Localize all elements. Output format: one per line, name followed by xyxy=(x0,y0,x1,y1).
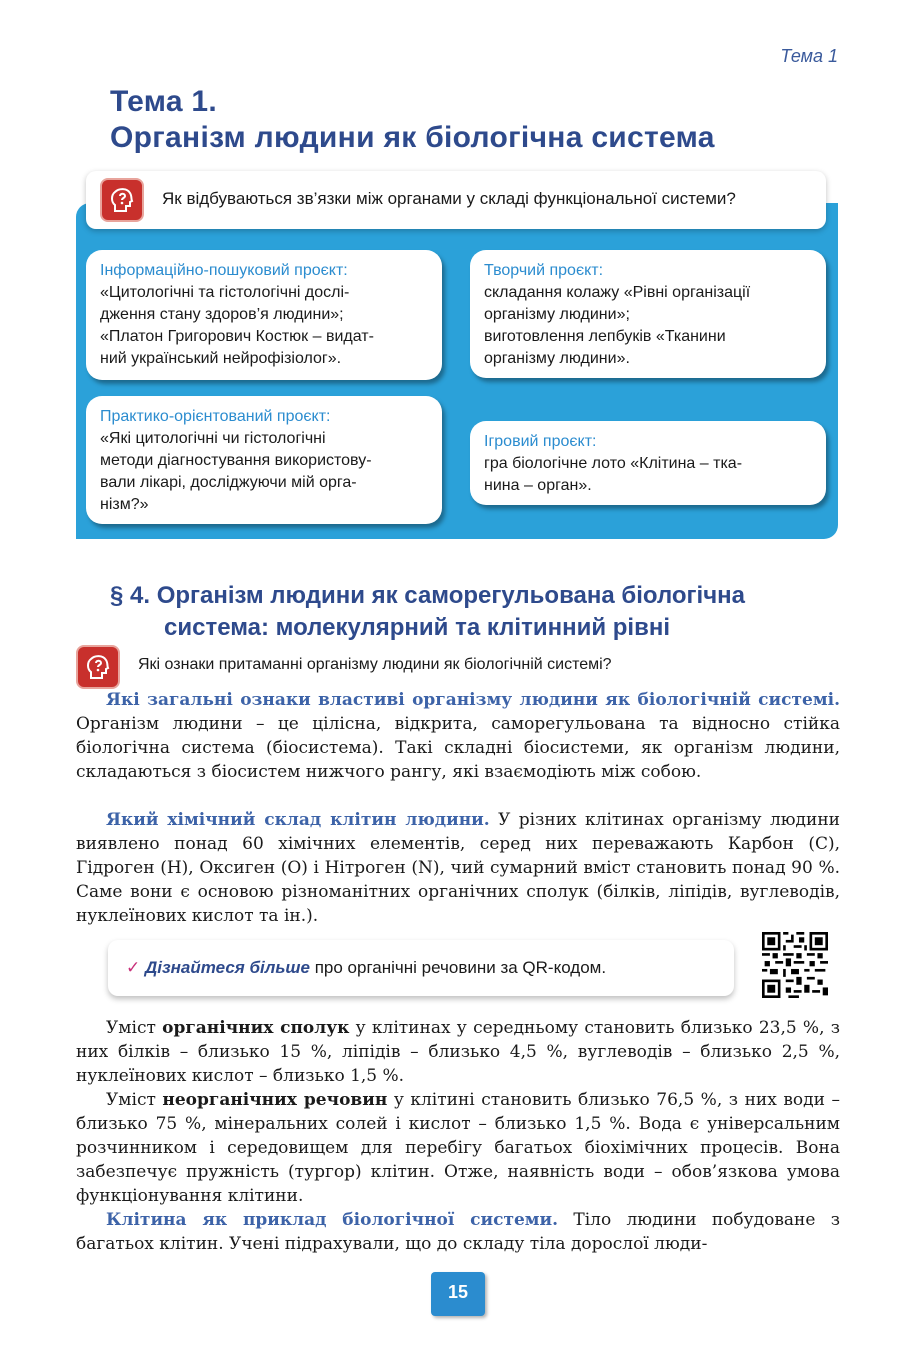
paragraph-chemical xyxy=(76,808,840,928)
paragraph-text: Тіло людини побудоване з багатьох клітин. Учені підрахували, що до складу тіла дорослої люди- xyxy=(76,1210,840,1254)
question-head-icon xyxy=(100,178,144,222)
paragraph-organic xyxy=(76,1016,840,1088)
check-icon: ✓ xyxy=(126,958,141,977)
paragraph-text: У різних клітинах організму людини виявлено понад 60 хімічних елементів, серед них переважають Карбон (C), Гідроген (H), Оксиген (O) і Нітроген (N), чий сумарний вміст становить понад 90 %. Саме вони є основою різноманітних органічних сполук (білків, ліпідів, вуглеводів, нуклеїнових кислот та ін.). xyxy=(76,810,840,926)
section-title-line-1: § 4. Організм людини як саморегульована біологічна xyxy=(110,582,745,609)
question-head-icon xyxy=(76,645,120,689)
project-card-heading: Творчий проєкт: xyxy=(484,262,604,279)
paragraph-cell-system xyxy=(76,1208,840,1256)
running-header: Тема 1 xyxy=(780,46,838,66)
project-card-body: гра біологічне лото «Клітина – тка- нина – орган». xyxy=(484,455,743,494)
project-card-heading: Практико-орієнтований проєкт: xyxy=(100,408,331,425)
paragraph-text: у клітині становить близько 76,5 %, з них води – близько 75 %, мінеральних солей і кислот – близько 1,5 %. Вода є універсальним розчинником і середовищем для перебігу багатьох біохімічних процесів. Вона забезпечує пружність (тургор) клітин. Отже, наявність води – обов’язкова умова функціонування клітини. xyxy=(76,1090,840,1206)
section-title xyxy=(110,580,745,644)
section-title-line-2: система: молекулярний та клітинний рівні xyxy=(164,614,670,641)
title-line-1: Тема 1. xyxy=(110,85,218,118)
paragraph-heading: Які загальні ознаки властиві організму людини як біологічній системі. xyxy=(106,690,840,710)
project-card-heading: Ігровий проєкт: xyxy=(484,433,597,450)
project-card-body: «Які цитологічні чи гістологічні методи діагностування використову- вали лікарі, досліджуючи мій орга- нізм?» xyxy=(100,430,372,513)
paragraph-text: Організм людини – це цілісна, відкрита, саморегульована та відносно стійка біологічна система (біосистема). Такі складні біосистеми, як організм людини, складаються з біосистем нижчого рангу, які взаємодіють між собою. xyxy=(76,714,840,782)
paragraph-heading: Який хімічний склад клітин людини. xyxy=(106,810,490,830)
learn-more-rest: про органічні речовини за QR-кодом. xyxy=(310,958,607,977)
learn-more-emphasis: Дізнайтеся більше xyxy=(144,958,310,977)
paragraph-heading: Клітина як приклад біологічної системи. xyxy=(106,1210,559,1230)
project-card-heading: Інформаційно-пошуковий проєкт: xyxy=(100,262,348,279)
project-card-info xyxy=(86,250,442,380)
section-question: Які ознаки притаманні організму людини як біологічній системі? xyxy=(138,656,612,673)
project-card-practical xyxy=(86,396,442,524)
intro-question-bar xyxy=(86,171,826,229)
paragraph-text: Уміст xyxy=(106,1018,163,1038)
learn-more-box xyxy=(108,940,734,996)
paragraph-text: Уміст xyxy=(106,1090,163,1110)
intro-question: Як відбуваються зв’язки між органами у складі функціональної системи? xyxy=(162,189,736,208)
paragraph-biosystem xyxy=(76,688,840,784)
paragraph-inorganic xyxy=(76,1088,840,1208)
paragraph-bold-term: неорганічних речовин xyxy=(162,1090,388,1110)
title-line-2: Організм людини як біологічна система xyxy=(110,121,715,154)
paragraph-text: у клітинах у середньому становить близько 23,5 %, з них білків – близько 15 %, ліпідів – близько 4,5 %, вуглеводів – близько 2,5 %, нуклеїнових кислот – близько 1,5 %. xyxy=(76,1018,841,1086)
project-card-body: складання колажу «Рівні організації організму людини»; виготовлення лепбуків «Тканини організму людини». xyxy=(484,284,751,367)
paragraph-bold-term: органічних сполук xyxy=(162,1018,350,1038)
learn-more-text xyxy=(126,958,606,978)
project-card-game xyxy=(470,421,826,505)
project-card-body: «Цитологічні та гістологічні дослі- дження стану здоров’я людини»; «Платон Григорович Костюк – видат- ний український нейрофізіолог». xyxy=(100,284,374,367)
page-title xyxy=(110,84,715,156)
qr-code-icon[interactable] xyxy=(762,932,828,998)
project-card-creative xyxy=(470,250,826,378)
page-number: 15 xyxy=(431,1272,485,1316)
